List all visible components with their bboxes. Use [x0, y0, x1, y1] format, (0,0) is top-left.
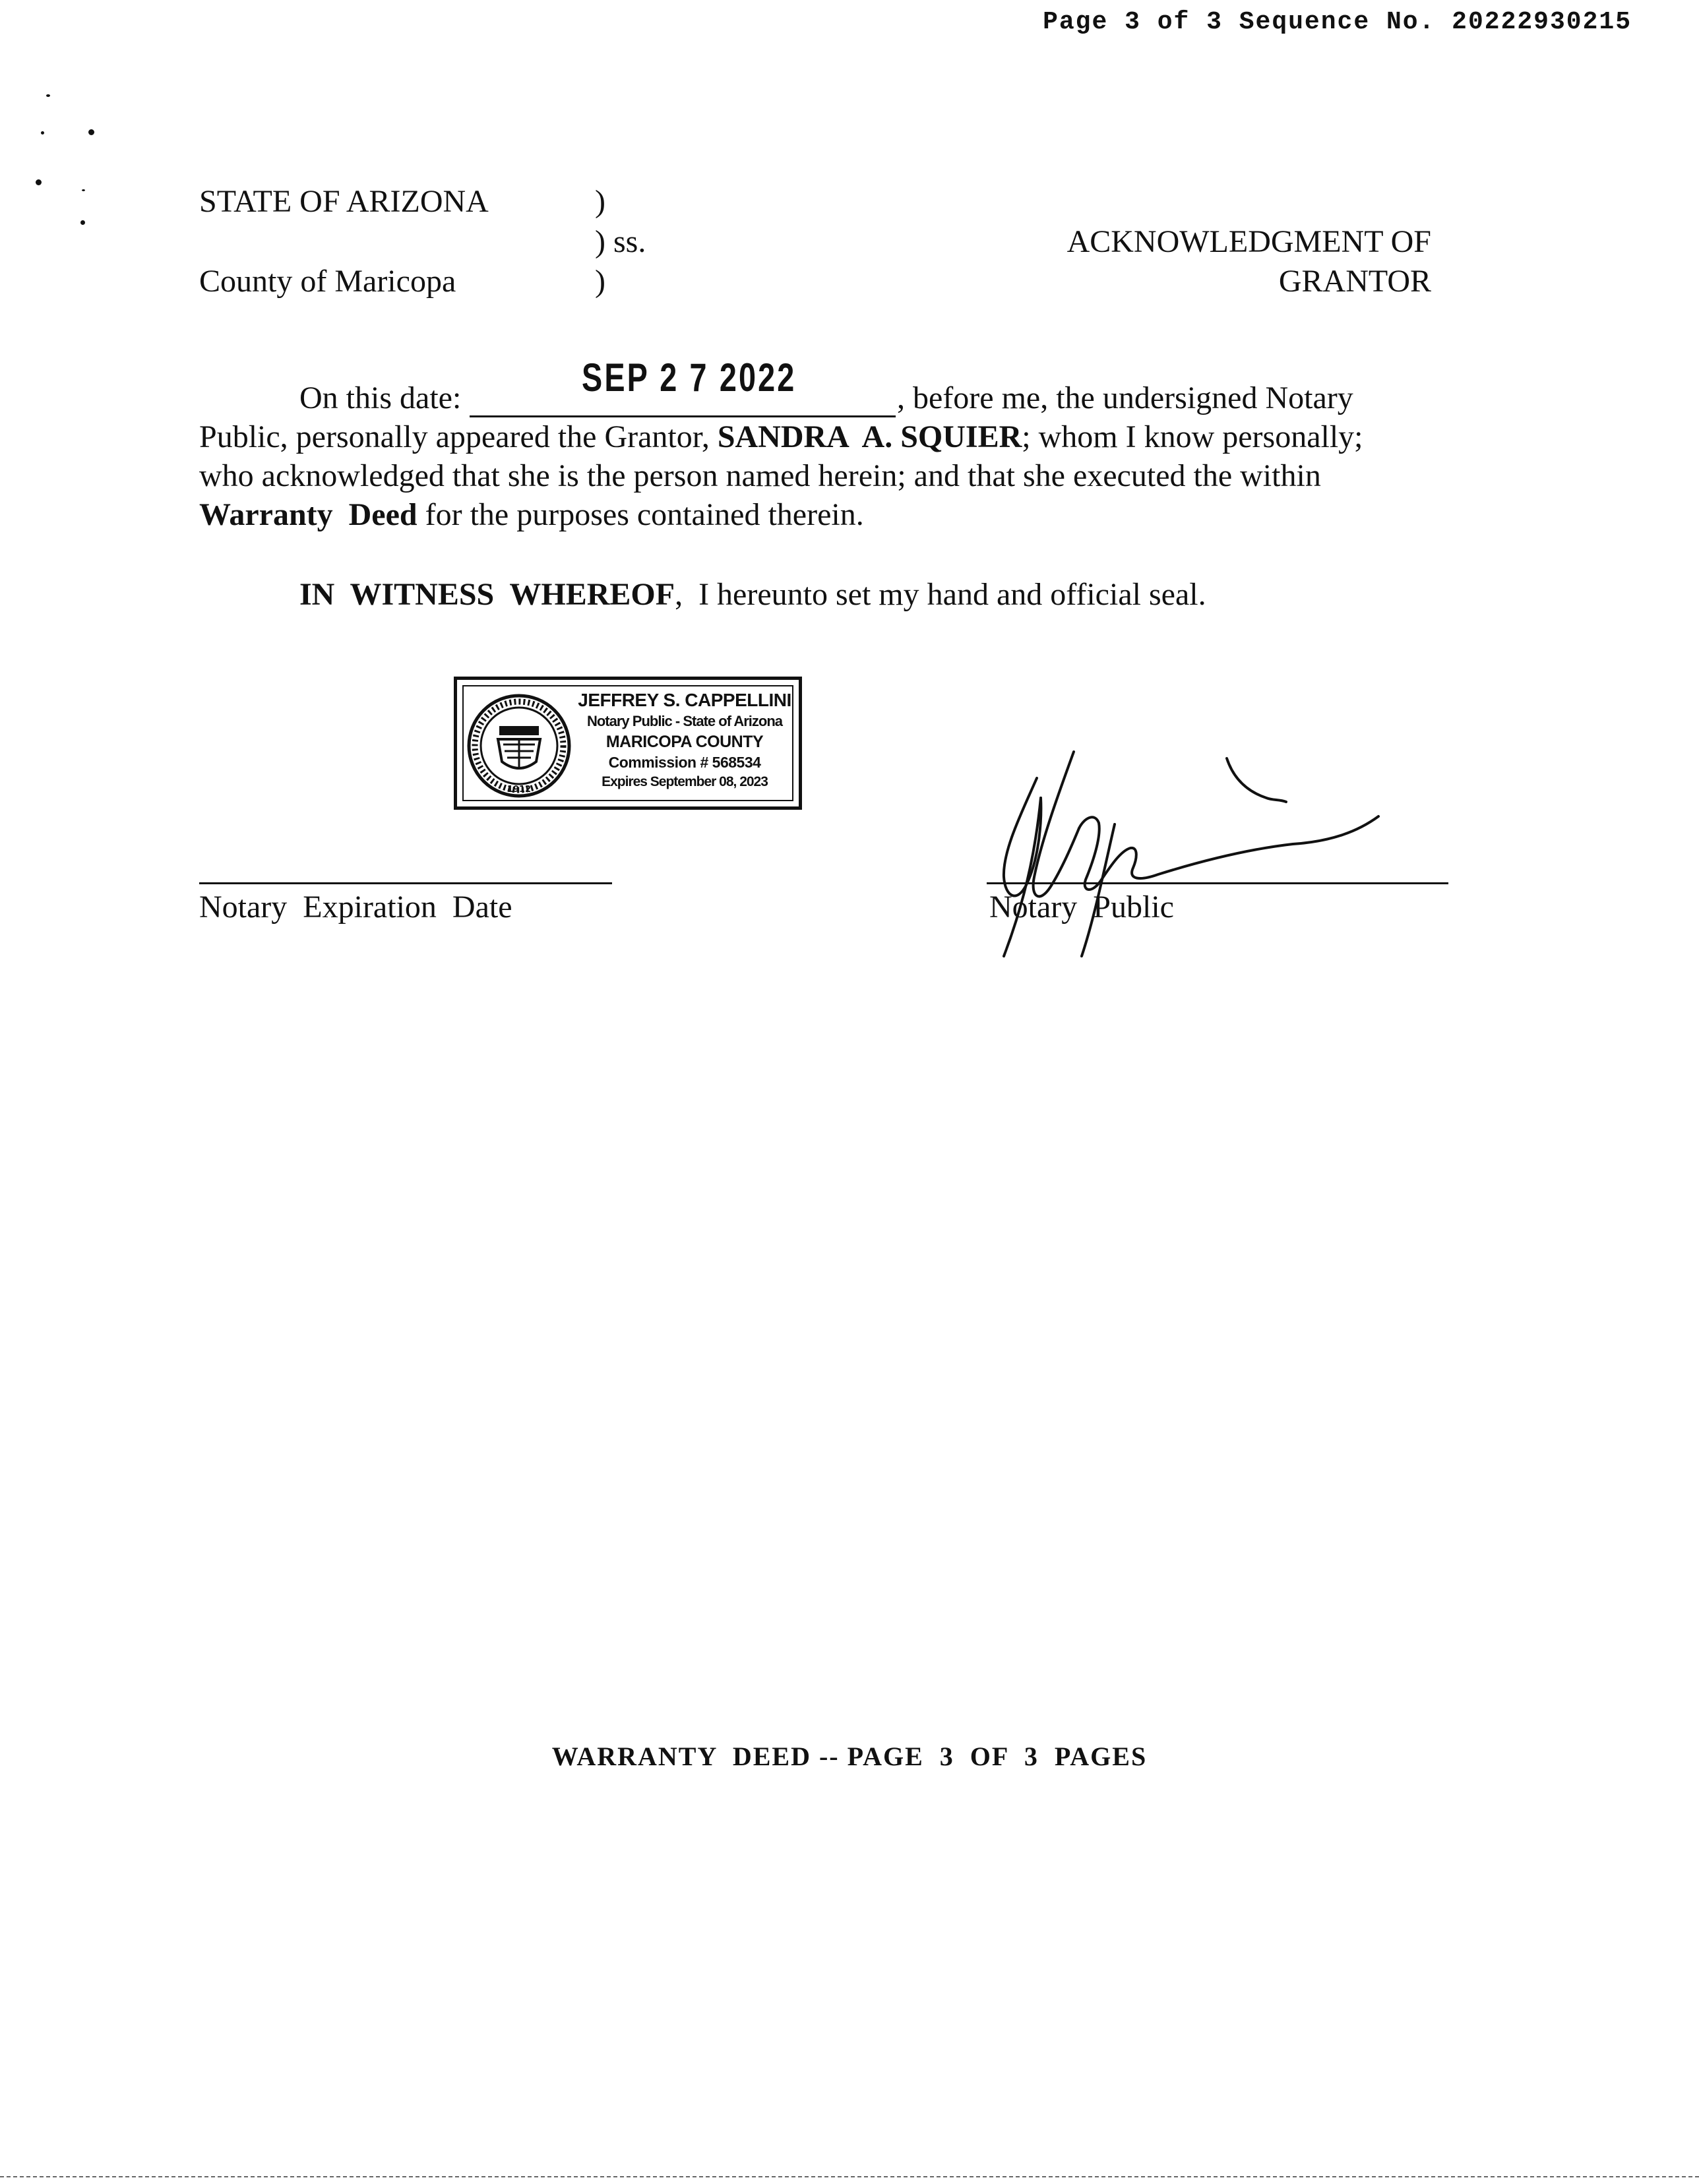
scan-edge-line [0, 2176, 1699, 2177]
seal-commission: Commission # 568534 [608, 754, 761, 771]
footer-page-title: WARRANTY DEED -- PAGE 3 OF 3 PAGES [551, 1742, 1148, 1771]
seal-county: MARICOPA COUNTY [605, 733, 764, 751]
body-line-acknowledged: who acknowledged that she is the person named herein; and that she executed the within [199, 458, 1321, 493]
seal-notary-name: JEFFREY S. CAPPELLINI [578, 690, 791, 710]
grantor-name: SANDRA A. SQUIER [717, 419, 1022, 454]
notary-public-label: Notary Public [989, 890, 1174, 925]
date-suffix: , before me, the undersigned Notary [897, 380, 1353, 415]
witness-bold: IN WITNESS WHEREOF [299, 577, 675, 612]
acknowledgment-title-line1: ACKNOWLEDGMENT OF [1066, 224, 1431, 259]
body-line-grantor-post: ; whom I know personally; [1022, 419, 1363, 454]
body-line-deed-post: for the purposes contained therein. [417, 497, 864, 532]
scan-speck [46, 94, 50, 97]
svg-text:1912: 1912 [507, 785, 532, 795]
scan-speck [36, 179, 42, 185]
witness-rest: , I hereunto set my hand and official seal. [675, 577, 1206, 612]
venue-paren-ss: ) ss. [595, 224, 646, 259]
body-line-grantor-pre: Public, personally appeared the Grantor, [199, 419, 718, 454]
witness-clause [299, 575, 1206, 614]
scan-speck [41, 131, 44, 135]
scan-speck [80, 220, 85, 225]
notary-signature [963, 739, 1411, 976]
body-line-deed [199, 495, 864, 534]
seal-notary-title: Notary Public - State of Arizona [586, 713, 782, 729]
state-seal-emblem-icon [466, 693, 572, 799]
scan-speck [88, 129, 94, 135]
notary-expiration-rule [199, 882, 612, 884]
acknowledgment-title-line2: GRANTOR [1278, 264, 1431, 299]
seal-expires: Expires September 08, 2023 [602, 774, 768, 789]
date-stamp: SEP 2 7 2022 [582, 355, 797, 400]
deed-name: Warranty Deed [199, 497, 417, 532]
body-line-grantor [199, 417, 1363, 456]
page-sequence-header: Page 3 of 3 Sequence No. 20222930215 [1043, 8, 1632, 36]
date-prefix: On this date: [299, 380, 462, 415]
venue-state: STATE OF ARIZONA [199, 184, 489, 219]
scan-speck [82, 189, 85, 191]
seal-text [573, 689, 796, 792]
notary-seal [454, 677, 802, 810]
venue-county: County of Maricopa [199, 264, 456, 299]
venue-paren-bottom: ) [595, 264, 605, 299]
venue-paren-top: ) [595, 184, 605, 219]
notary-expiration-label: Notary Expiration Date [199, 890, 512, 925]
